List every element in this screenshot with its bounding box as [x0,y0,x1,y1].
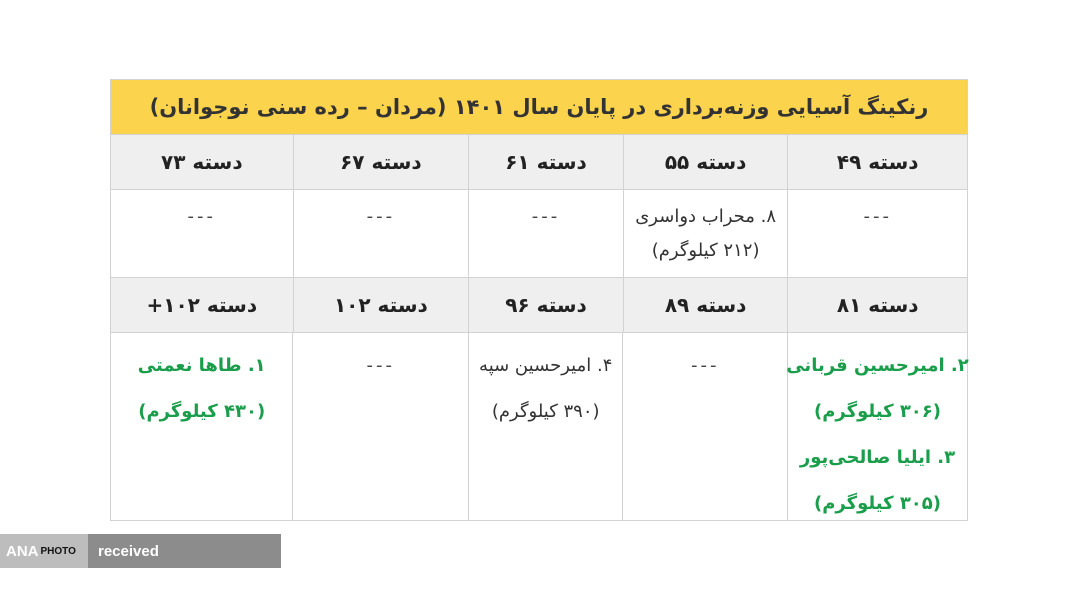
data-cell [468,333,623,520]
athlete-total: (۳۰۵ کیلوگرم) [814,493,942,514]
header-cell: دسته ۱۰۲ [293,278,469,332]
data-cell [292,333,467,520]
empty-marker: --- [863,206,892,227]
athlete-total: (۳۹۰ کیلوگرم) [491,401,600,422]
athlete-name: ۱. طاها نعمتی [137,355,266,376]
watermark-brand [0,534,88,568]
athlete-total: (۳۰۶ کیلوگرم) [814,401,942,422]
header-cell: دسته ۴۹ [787,135,967,189]
header-row-2 [111,278,967,333]
header-row-1 [111,135,967,190]
data-row-1 [111,190,967,278]
table-title: رنکینگ آسیایی وزنه‌برداری در پایان سال ۱۴۰۱ (مردان – رده سنی نوجوانان) [111,80,967,135]
athlete-name: ۴. امیرحسین سپه [479,355,613,376]
header-cell: دسته ۸۱ [787,278,967,332]
athlete-total: (۲۱۲ کیلوگرم) [651,240,760,261]
athlete-name: ۳. ایلیا صالحی‌پور [799,447,956,468]
data-cell [787,190,967,277]
header-cell: دسته ۹۶ [468,278,623,332]
watermark-label: received [88,534,281,568]
watermark-brand-name: ANA [6,542,39,560]
data-cell [622,333,787,520]
empty-marker: --- [531,206,561,227]
photo-watermark [0,534,281,568]
empty-marker: --- [187,206,217,227]
header-cell: دسته ۷۳ [160,150,243,174]
header-cell: دسته ۶۱ [468,135,623,189]
data-cell [111,333,292,520]
data-row-2 [111,333,967,520]
header-cell: دسته ۵۵ [623,135,788,189]
empty-marker: --- [366,206,396,227]
data-cell [787,333,967,520]
empty-marker: --- [691,355,720,376]
data-cell [623,190,788,277]
athlete-total: (۴۳۰ کیلوگرم) [138,401,266,422]
data-cell [293,190,469,277]
athlete-name: ۲. امیرحسین قربانی [786,355,969,376]
empty-marker: --- [366,355,395,376]
header-cell: دسته ۸۹ [623,278,788,332]
data-cell [111,190,293,277]
athlete-name: ۸. محراب دواسری [635,206,777,227]
data-cell [468,190,623,277]
watermark-brand-suffix: PHOTO [40,545,76,557]
ranking-table [110,79,968,521]
header-cell: دسته ۶۷ [293,135,469,189]
header-cell: دسته ۱۰۲+ [146,293,258,317]
